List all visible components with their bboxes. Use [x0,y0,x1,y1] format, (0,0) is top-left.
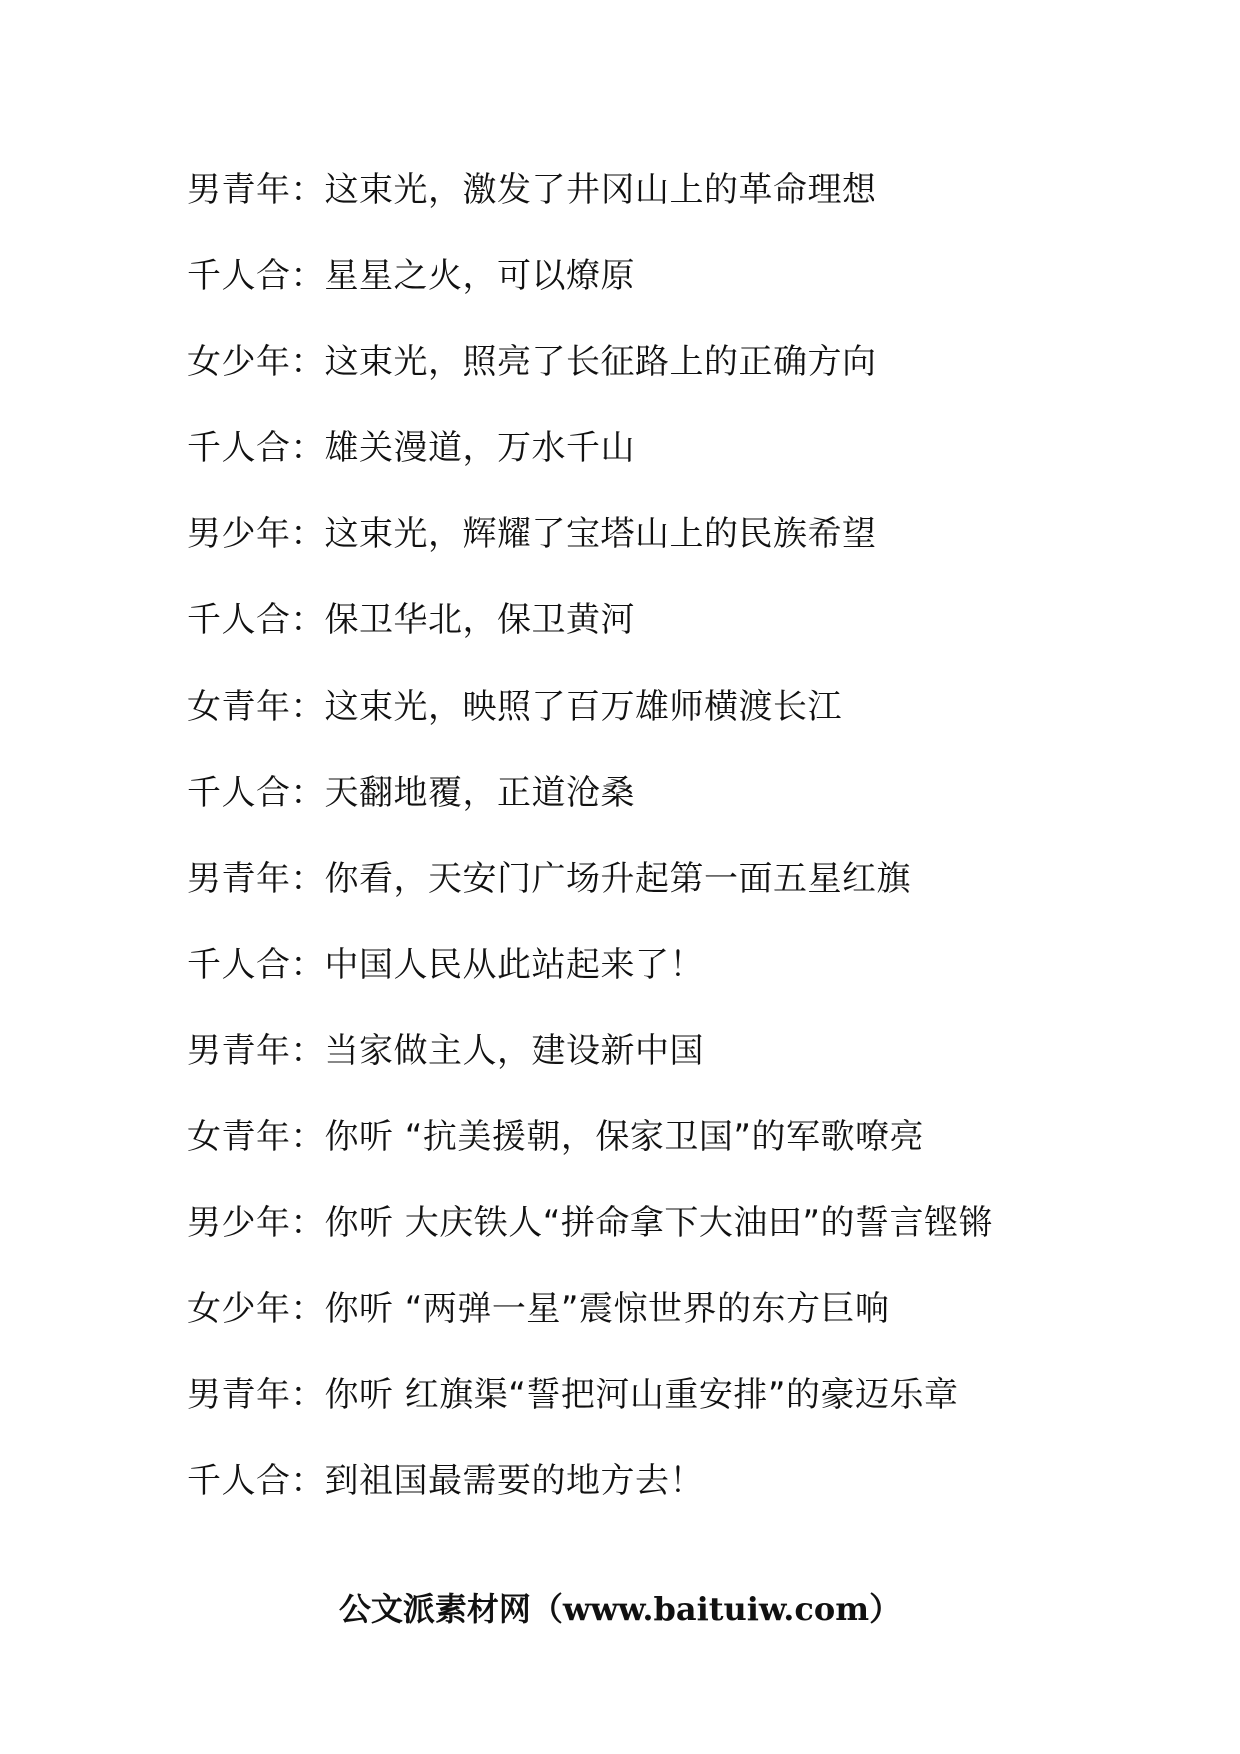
speaker-label: 男青年 [187,1030,291,1071]
speaker-label: 男少年 [187,514,291,555]
speaker-label: 男青年 [187,1375,291,1416]
speaker-label: 千人合 [187,1461,291,1502]
line-text: 你听 “两弹一星”震惊世界的东方巨响 [324,1289,890,1330]
line-text: 这束光，激发了井冈山上的革命理想 [324,170,877,210]
speaker-colon: ： [290,428,325,469]
speaker-colon: ： [290,1117,325,1158]
footer-source-link: 公文派素材网（www.baituiw.com） [338,1590,902,1628]
script-line [187,853,1087,939]
speaker-label: 千人合 [187,772,291,813]
speaker-label: 女青年 [187,686,291,727]
script-line [187,250,1087,336]
speaker-label: 千人合 [187,256,291,297]
script-line [187,767,1087,853]
script-line [187,1283,1087,1369]
speaker-label: 千人合 [187,428,291,469]
line-text: 中国人民从此站起来了！ [324,944,704,985]
speaker-label: 千人合 [187,600,291,641]
line-text: 这束光，辉耀了宝塔山上的民族希望 [324,514,877,555]
speaker-colon: ： [290,686,325,727]
script-line [187,939,1087,1025]
speaker-label: 女青年 [187,1117,291,1158]
script-lines [187,164,1087,1542]
speaker-label: 男青年 [187,170,291,210]
speaker-colon: ： [290,1461,325,1502]
line-text: 当家做主人，建设新中国 [324,1030,704,1071]
script-line [187,594,1087,680]
speaker-colon: ： [290,772,325,813]
speaker-colon: ： [290,944,325,985]
line-text: 天翻地覆，正道沧桑 [324,772,635,813]
line-text: 你听 “抗美援朝，保家卫国”的军歌嘹亮 [324,1117,925,1158]
line-text: 雄关漫道，万水千山 [324,428,635,469]
speaker-colon: ： [290,170,325,210]
speaker-colon: ： [290,256,325,297]
script-line [187,508,1087,594]
speaker-label: 女少年 [187,342,291,383]
speaker-colon: ： [290,858,325,899]
line-text: 你听 红旗渠“誓把河山重安排”的豪迈乐章 [324,1375,959,1416]
script-line [187,422,1087,508]
script-line [187,1111,1087,1197]
speaker-colon: ： [290,514,325,555]
line-text: 星星之火，可以燎原 [324,256,635,297]
speaker-colon: ： [290,342,325,383]
script-line [187,1369,1087,1455]
script-line [187,1455,1087,1541]
script-line [187,336,1087,422]
line-text: 这束光，照亮了长征路上的正确方向 [324,342,877,383]
speaker-colon: ： [290,1289,325,1330]
script-line [187,1197,1087,1283]
line-text: 你听 大庆铁人“拼命拿下大油田”的誓言铿锵 [324,1203,994,1244]
script-line [187,164,1087,250]
speaker-label: 女少年 [187,1289,291,1330]
speaker-colon: ： [290,1375,325,1416]
speaker-colon: ： [290,1030,325,1071]
script-line [187,1025,1087,1111]
speaker-label: 男青年 [187,858,291,899]
line-text: 到祖国最需要的地方去！ [324,1461,704,1502]
script-line [187,681,1087,767]
line-text: 保卫华北，保卫黄河 [324,600,635,641]
speaker-label: 千人合 [187,944,291,985]
line-text: 你看，天安门广场升起第一面五星红旗 [324,858,911,899]
line-text: 这束光，映照了百万雄师横渡长江 [324,686,842,727]
speaker-colon: ： [290,1203,325,1244]
speaker-label: 男少年 [187,1203,291,1244]
speaker-colon: ： [290,600,325,641]
